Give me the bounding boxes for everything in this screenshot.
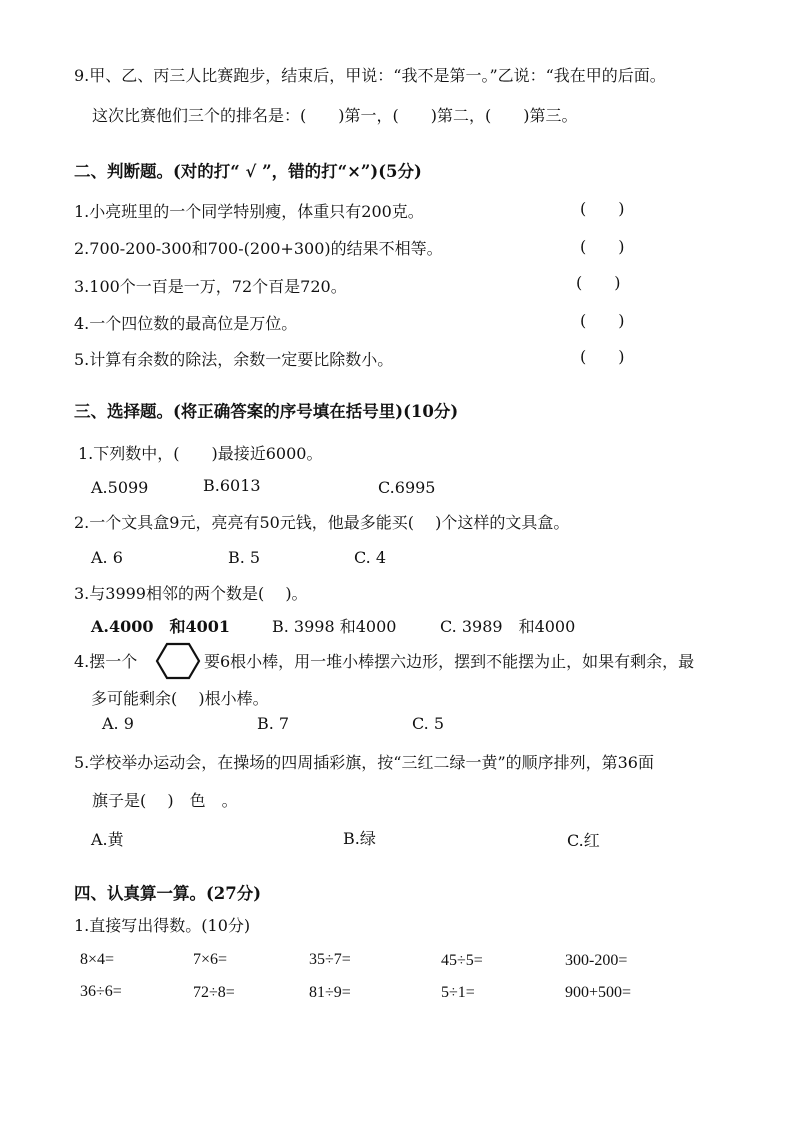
judge-blank-5[interactable]: ( )	[580, 347, 625, 366]
section4-heading: 四、认真算一算。(27分)	[74, 884, 262, 903]
judge-blank-1[interactable]: ( )	[580, 199, 625, 218]
choice-q2-option-b[interactable]: B. 5	[228, 548, 261, 567]
judge-item-4: 4.一个四位数的最高位是万位。	[74, 314, 298, 333]
choice-q2-option-c[interactable]: C. 4	[354, 548, 387, 567]
calc-r2-c5: 900+500=	[565, 984, 632, 1001]
q9-line2: 这次比赛他们三个的排名是：( )第一，( )第二，( )第三。	[92, 106, 578, 125]
judge-item-5: 5.计算有余数的除法，余数一定要比除数小。	[74, 350, 394, 369]
choice-q1-option-b[interactable]: B.6013	[203, 476, 261, 495]
section2-heading: 二、判断题。(对的打“ √ ”，错的打“×”)(5分)	[74, 162, 422, 181]
calc-r2-c1: 36÷6=	[80, 983, 122, 1000]
choice-q2-option-a[interactable]: A. 6	[91, 548, 123, 567]
choice-q1: 1.下列数中，( )最接近6000。	[78, 444, 323, 463]
judge-blank-4[interactable]: ( )	[580, 311, 625, 330]
choice-q5-option-c[interactable]: C.红	[567, 831, 600, 850]
calc-r1-c2: 7×6=	[193, 951, 228, 968]
section3-heading: 三、选择题。(将正确答案的序号填在括号里)(10分)	[74, 402, 459, 421]
choice-q4-part1: 4.摆一个	[74, 652, 138, 671]
calc-r1-c1: 8×4=	[80, 951, 115, 968]
choice-q1-option-c[interactable]: C.6995	[378, 478, 436, 497]
choice-q3: 3.与3999相邻的两个数是( )。	[74, 584, 308, 603]
choice-q3-option-a[interactable]: A.4000 和4001	[91, 617, 231, 636]
q9-line1: 9.甲、乙、丙三人比赛跑步，结束后，甲说：“我不是第一。”乙说：“我在甲的后面。	[74, 66, 666, 85]
judge-blank-3[interactable]: ( )	[576, 273, 621, 292]
choice-q4-option-c[interactable]: C. 5	[412, 714, 445, 733]
choice-q5-line2: 旗子是( ) 色 。	[92, 791, 238, 810]
choice-q4-part2: 要6根小棒，用一堆小棒摆六边形，摆到不能摆为止，如果有剩余，最	[204, 652, 695, 671]
choice-q5-line1: 5.学校举办运动会，在操场的四周插彩旗，按“三红二绿一黄”的顺序排列，第36面	[74, 753, 654, 772]
calc-r2-c4: 5÷1=	[441, 984, 475, 1001]
choice-q4-option-b[interactable]: B. 7	[257, 714, 290, 733]
choice-q3-option-c[interactable]: C. 3989 和4000	[440, 617, 576, 636]
judge-item-1: 1.小亮班里的一个同学特别瘦，体重只有200克。	[74, 202, 424, 221]
judge-item-2: 2.700-200-300和700-(200+300)的结果不相等。	[74, 239, 443, 258]
hexagon-icon	[155, 642, 201, 680]
choice-q5-option-b[interactable]: B.绿	[343, 829, 376, 848]
calc-r1-c5: 300-200=	[565, 952, 628, 969]
calc-r1-c3: 35÷7=	[309, 951, 351, 968]
judge-blank-2[interactable]: ( )	[580, 237, 625, 256]
judge-item-3: 3.100个一百是一万，72个百是720。	[74, 277, 347, 296]
calc-r2-c3: 81÷9=	[309, 984, 351, 1001]
calc-r2-c2: 72÷8=	[193, 984, 235, 1001]
section4-sub1: 1.直接写出得数。(10分)	[74, 916, 251, 935]
choice-q3-option-b[interactable]: B. 3998 和4000	[272, 617, 397, 636]
choice-q2: 2.一个文具盒9元，亮亮有50元钱，他最多能买( )个这样的文具盒。	[74, 513, 570, 532]
choice-q4-option-a[interactable]: A. 9	[102, 714, 134, 733]
calc-r1-c4: 45÷5=	[441, 952, 483, 969]
choice-q1-option-a[interactable]: A.5099	[91, 478, 149, 497]
choice-q5-option-a[interactable]: A.黄	[91, 830, 124, 849]
choice-q4-line2: 多可能剩余( )根小棒。	[91, 689, 269, 708]
